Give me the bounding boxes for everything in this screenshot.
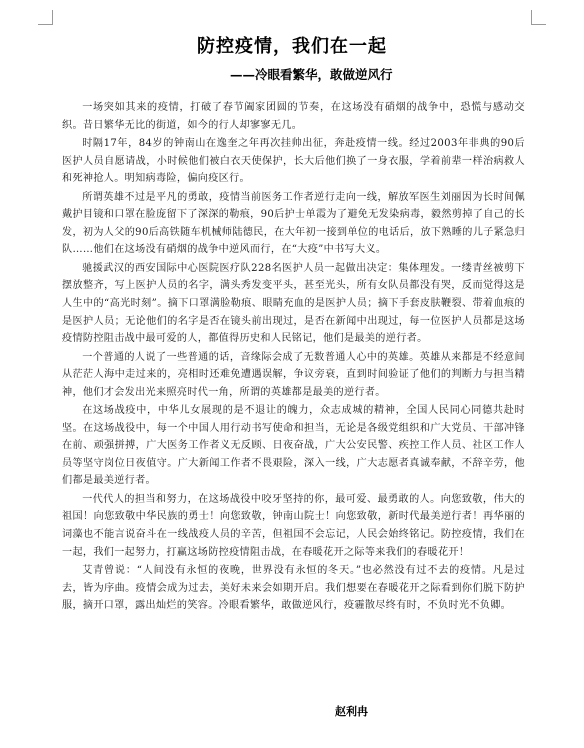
body-paragraph: 所谓英雄不过是平凡的勇敢，疫情当前医务工作者逆行走向一线，解放军医生刘丽因为长时间佩戴护目镜和口罩在脸庞留下了深深的勒痕，90后护士单霞为了避免无发染病毒，毅然剪掉了自己的长发，初为人父的90后高铁随车机械师陆德民，在大年初一接到单位的电话后，放下熟睡的儿子紧急归队……他们在这场没有硝烟的战争中逆风而行，在“大疫”中书写大义。 (62, 191, 525, 256)
body-paragraph: 时隔17年，84岁的钟南山在逸奎之年再次挂帅出征，奔赴疫情一线。经过2003年非典的90后医护人员自愿请战，小时候他们被白衣天使保护，长大后他们换了一身衣服，学着前辈一样治病救人和死神抢人。明知病毒险，偏向疫区行。 (62, 137, 525, 185)
crop-mark-top-left (38, 10, 53, 25)
author-signature: 赵利冉 (335, 705, 368, 718)
document-subtitle: ——冷眼看繁华，敢做逆风行 (230, 67, 393, 82)
body-paragraph: 一代代人的担当和努力，在这场战役中咬牙坚持的你，最可爱、最勇敢的人。向您致敬，伟大的祖国！向您致敬中华民族的勇士！向您致敬，钟南山院士！向您致敬，新时代最美逆行者！再华丽的词藻也不能言说奋斗在一线战疫人员的辛苦，但祖国不会忘记，人民会始终铭记。防控疫情，我们在一起，我们一起努力，打赢这场防控疫情阻击战，在春暖花开之际等来我们的春暖花开！ (62, 493, 525, 558)
body-paragraph: 一个普通的人说了一些普通的话，音缘际会成了无数普通人心中的英雄。英雄从来都是不经意间从茫茫人海中走过来的，亮相时还难免遭遇误解，争议旁衰，直到时间验证了他们的判断力与担当精神，他们才会发出光来照亮时代一角，所谓的英雄都是最美的逆行者。 (62, 351, 525, 398)
body-paragraph: 驰援武汉的西安国际中心医院医疗队228名医护人员一起做出决定：集体理发。一缕青丝被剪下摆放整齐，写上医护人员的名字，满头秀发变平头，甚至光头，所有女队员都没有哭，反而觉得这是人生中的“高光时刻”。摘下口罩满脸勒痕、眼睛充血的是医护人员；摘下手套皮肤鞭裂、带着血痕的是医护人员；无论他们的名字是否在镜头前出现过，是否在新闻中出现过，每一位医护人员都是这场疫情防控阻击战中最可爱的人，都值得历史和人民铭记，他们是最美的逆行者。 (62, 262, 525, 345)
body-paragraph: 在这场战疫中，中华儿女展现的是不退让的魄力，众志成城的精神，全国人民同心同德共赴时坚。在这场战役中，每一个中国人用行动书写使命和担当，无论是各级党组织和广大党员、干部冲锋在前、顽强拼搏，广大医务工作者义无反顾、日夜奋战，广大公安民警、疾控工作人员、社区工作人员等坚守岗位日夜值守。广大新闻工作者不畏艰险，深入一线，广大志愿者真诚奉献，不辞辛劳，他们都是最美逆行者。 (62, 405, 525, 487)
document-body (62, 99, 525, 616)
document-title: 防控疫情，我们在一起 (197, 36, 387, 57)
crop-mark-top-right (531, 10, 546, 25)
body-paragraph: 一场突如其来的疫情，打破了春节阖家团圆的节奏，在这场没有硝烟的战争中，恐慌与感动交织。昔日繁华无比的街道，如今的行人却寥寥无几。 (62, 102, 525, 131)
body-paragraph: 艾青曾说：“人间没有永恒的夜晚，世界没有永恒的冬天。”也必然没有过不去的疫情。凡是过去，皆为序曲。疫情会成为过去，美好未来会如期开启。我们想要在春暖花开之际看到你们脱下防护服，摘开口罩，露出灿烂的笑容。冷眼看繁华，敢做逆风行，疫霾散尽终有时，不负时光不负卿。 (62, 565, 525, 612)
